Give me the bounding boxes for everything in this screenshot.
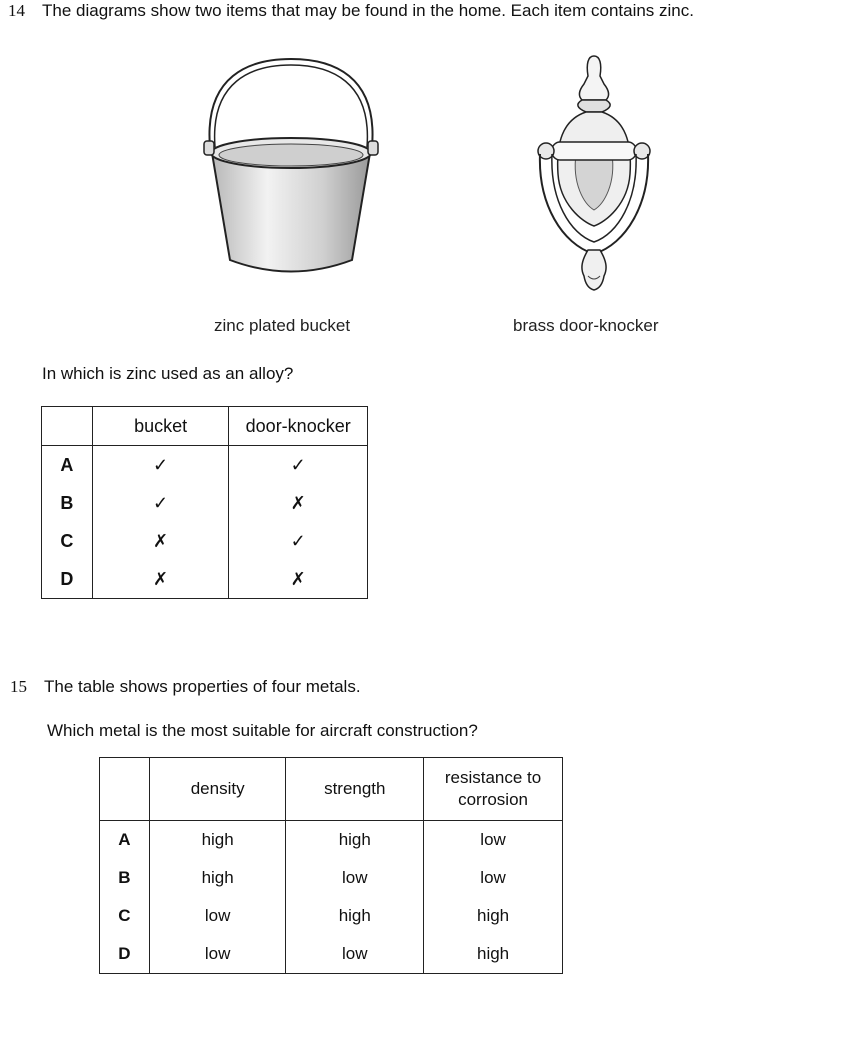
table-header-row <box>100 758 563 821</box>
corrosion-cell: low <box>424 821 563 860</box>
header-cell-density: density <box>149 758 286 821</box>
header-cell-door-knocker: door-knocker <box>229 407 368 446</box>
density-cell: high <box>149 859 286 897</box>
door-knocker-mark: ✓ <box>229 522 368 560</box>
row-label: D <box>100 935 150 974</box>
row-label: C <box>42 522 93 560</box>
question-15-number: 15 <box>10 677 27 696</box>
density-cell: low <box>149 897 286 935</box>
bucket-icon <box>200 55 382 283</box>
question-15-text: The table shows properties of four metals. <box>44 677 361 696</box>
strength-cell: high <box>286 897 424 935</box>
resistance-header-text: resistance to corrosion <box>444 768 542 809</box>
row-label: D <box>42 560 93 599</box>
table-row <box>100 859 563 897</box>
table-row <box>42 522 368 560</box>
table-row <box>42 560 368 599</box>
table-row <box>100 897 563 935</box>
metals-table-15 <box>99 757 563 974</box>
strength-cell: low <box>286 859 424 897</box>
door-knocker-mark: ✓ <box>229 446 368 485</box>
table-row <box>100 935 563 974</box>
row-label: B <box>100 859 150 897</box>
door-knocker-icon <box>532 54 656 294</box>
table-header-row <box>42 407 368 446</box>
answer-table-14 <box>41 406 368 599</box>
corrosion-cell: low <box>424 859 563 897</box>
door-knocker-mark: ✗ <box>229 484 368 522</box>
question-14-text: The diagrams show two items that may be found in the home. Each item contains zinc. <box>42 1 694 20</box>
row-label: A <box>100 821 150 860</box>
header-cell-bucket: bucket <box>92 407 229 446</box>
strength-cell: high <box>286 821 424 860</box>
row-label: A <box>42 446 93 485</box>
bucket-caption: zinc plated bucket <box>214 316 351 335</box>
bucket-mark: ✓ <box>92 484 229 522</box>
table-row <box>100 821 563 860</box>
header-cell-empty <box>42 407 93 446</box>
density-cell: low <box>149 935 286 974</box>
question-15-prompt: Which metal is the most suitable for aircraft construction? <box>47 721 478 740</box>
table-row <box>42 484 368 522</box>
bucket-mark: ✗ <box>92 560 229 599</box>
bucket-mark: ✗ <box>92 522 229 560</box>
header-cell-resistance <box>424 758 563 821</box>
table-row <box>42 446 368 485</box>
question-14-number: 14 <box>8 1 25 20</box>
bucket-mark: ✓ <box>92 446 229 485</box>
door-knocker-caption: brass door-knocker <box>513 316 659 335</box>
question-14-prompt: In which is zinc used as an alloy? <box>42 364 294 383</box>
header-cell-empty <box>100 758 150 821</box>
corrosion-cell: high <box>424 897 563 935</box>
row-label: B <box>42 484 93 522</box>
density-cell: high <box>149 821 286 860</box>
header-cell-strength: strength <box>286 758 424 821</box>
row-label: C <box>100 897 150 935</box>
corrosion-cell: high <box>424 935 563 974</box>
door-knocker-mark: ✗ <box>229 560 368 599</box>
strength-cell: low <box>286 935 424 974</box>
